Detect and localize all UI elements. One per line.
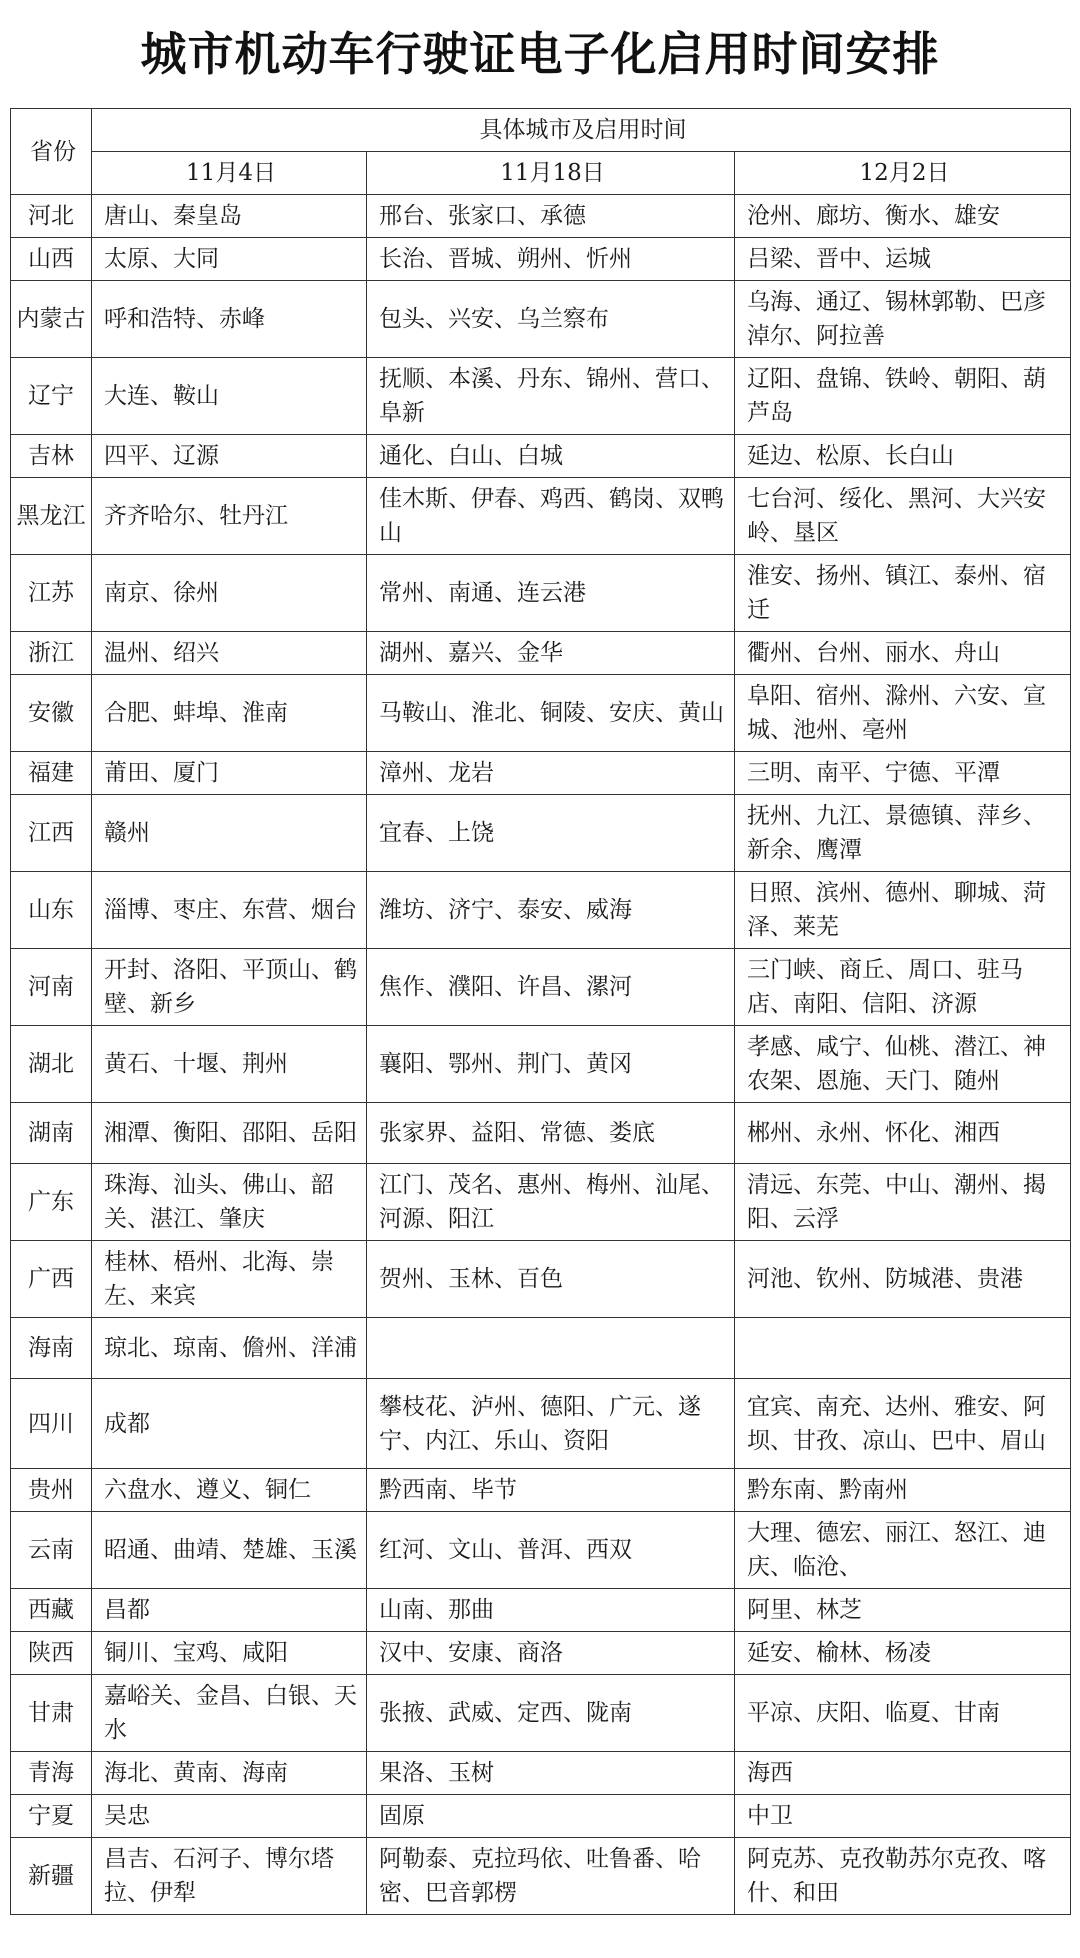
cities-nov4-cell: 成都 <box>92 1379 367 1469</box>
table-row <box>11 1675 1071 1752</box>
cities-nov18-cell: 攀枝花、泸州、德阳、广元、遂宁、内江、乐山、资阳 <box>367 1379 735 1469</box>
cities-dec2-cell: 三门峡、商丘、周口、驻马店、南阳、信阳、济源 <box>735 949 1071 1026</box>
cities-dec2-cell: 中卫 <box>735 1795 1071 1838</box>
cities-nov4-cell: 莆田、厦门 <box>92 752 367 795</box>
province-cell: 安徽 <box>11 675 92 752</box>
cities-nov18-cell: 抚顺、本溪、丹东、锦州、营口、阜新 <box>367 358 735 435</box>
header-dates-row <box>11 152 1071 195</box>
cities-dec2-cell: 平凉、庆阳、临夏、甘南 <box>735 1675 1071 1752</box>
cities-nov18-cell: 漳州、龙岩 <box>367 752 735 795</box>
table-row <box>11 478 1071 555</box>
table-row <box>11 195 1071 238</box>
table-row <box>11 1512 1071 1589</box>
cities-nov18-cell: 阿勒泰、克拉玛依、吐鲁番、哈密、巴音郭楞 <box>367 1838 735 1915</box>
cities-nov18-cell: 固原 <box>367 1795 735 1838</box>
cities-nov18-cell: 江门、茂名、惠州、梅州、汕尾、河源、阳江 <box>367 1164 735 1241</box>
header-group: 具体城市及启用时间 <box>92 109 1071 152</box>
province-cell: 福建 <box>11 752 92 795</box>
page-title: 城市机动车行驶证电子化启用时间安排 <box>140 27 940 81</box>
cities-nov4-cell: 海北、黄南、海南 <box>92 1752 367 1795</box>
province-cell: 江苏 <box>11 555 92 632</box>
province-cell: 四川 <box>11 1379 92 1469</box>
header-date-1: 11月4日 <box>92 152 367 195</box>
header-province: 省份 <box>11 109 92 195</box>
province-cell: 吉林 <box>11 435 92 478</box>
table-row <box>11 1379 1071 1469</box>
cities-nov4-cell: 合肥、蚌埠、淮南 <box>92 675 367 752</box>
cities-nov4-cell: 琼北、琼南、儋州、洋浦 <box>92 1318 367 1379</box>
cities-dec2-cell: 辽阳、盘锦、铁岭、朝阳、葫芦岛 <box>735 358 1071 435</box>
cities-dec2-cell: 大理、德宏、丽江、怒江、迪庆、临沧、 <box>735 1512 1071 1589</box>
province-cell: 河南 <box>11 949 92 1026</box>
cities-nov18-cell: 焦作、濮阳、许昌、漯河 <box>367 949 735 1026</box>
table-row <box>11 1752 1071 1795</box>
table-row <box>11 675 1071 752</box>
cities-nov4-cell: 开封、洛阳、平顶山、鹤壁、新乡 <box>92 949 367 1026</box>
cities-nov4-cell: 昌都 <box>92 1589 367 1632</box>
province-cell: 西藏 <box>11 1589 92 1632</box>
table-row <box>11 358 1071 435</box>
table-row <box>11 1795 1071 1838</box>
province-cell: 浙江 <box>11 632 92 675</box>
cities-nov4-cell: 赣州 <box>92 795 367 872</box>
cities-nov4-cell: 黄石、十堰、荆州 <box>92 1026 367 1103</box>
table-row <box>11 1103 1071 1164</box>
cities-dec2-cell: 郴州、永州、怀化、湘西 <box>735 1103 1071 1164</box>
province-cell: 新疆 <box>11 1838 92 1915</box>
table-row <box>11 435 1071 478</box>
province-cell: 青海 <box>11 1752 92 1795</box>
cities-nov18-cell: 马鞍山、淮北、铜陵、安庆、黄山 <box>367 675 735 752</box>
table-row <box>11 238 1071 281</box>
cities-nov18-cell: 通化、白山、白城 <box>367 435 735 478</box>
cities-nov18-cell: 宜春、上饶 <box>367 795 735 872</box>
cities-dec2-cell: 乌海、通辽、锡林郭勒、巴彦淖尔、阿拉善 <box>735 281 1071 358</box>
province-cell: 贵州 <box>11 1469 92 1512</box>
cities-nov18-cell: 潍坊、济宁、泰安、威海 <box>367 872 735 949</box>
cities-dec2-cell: 孝感、咸宁、仙桃、潜江、神农架、恩施、天门、随州 <box>735 1026 1071 1103</box>
table-row <box>11 1469 1071 1512</box>
table-row <box>11 1026 1071 1103</box>
table-row <box>11 1318 1071 1379</box>
header-date-2: 11月18日 <box>367 152 735 195</box>
province-cell: 陕西 <box>11 1632 92 1675</box>
cities-dec2-cell: 衢州、台州、丽水、舟山 <box>735 632 1071 675</box>
cities-dec2-cell: 河池、钦州、防城港、贵港 <box>735 1241 1071 1318</box>
province-cell: 黑龙江 <box>11 478 92 555</box>
cities-nov18-cell: 红河、文山、普洱、西双 <box>367 1512 735 1589</box>
cities-nov4-cell: 铜川、宝鸡、咸阳 <box>92 1632 367 1675</box>
province-cell: 山西 <box>11 238 92 281</box>
cities-nov4-cell: 湘潭、衡阳、邵阳、岳阳 <box>92 1103 367 1164</box>
cities-nov4-cell: 齐齐哈尔、牡丹江 <box>92 478 367 555</box>
cities-dec2-cell: 黔东南、黔南州 <box>735 1469 1071 1512</box>
cities-nov4-cell: 昌吉、石河子、博尔塔拉、伊犁 <box>92 1838 367 1915</box>
cities-dec2-cell: 吕梁、晋中、运城 <box>735 238 1071 281</box>
cities-nov18-cell: 张家界、益阳、常德、娄底 <box>367 1103 735 1164</box>
schedule-table <box>10 108 1071 1915</box>
cities-dec2-cell: 阿克苏、克孜勒苏尔克孜、喀什、和田 <box>735 1838 1071 1915</box>
cities-nov18-cell: 常州、南通、连云港 <box>367 555 735 632</box>
cities-nov18-cell <box>367 1318 735 1379</box>
cities-dec2-cell: 七台河、绥化、黑河、大兴安岭、垦区 <box>735 478 1071 555</box>
province-cell: 辽宁 <box>11 358 92 435</box>
cities-dec2-cell: 阿里、林芝 <box>735 1589 1071 1632</box>
province-cell: 湖北 <box>11 1026 92 1103</box>
cities-dec2-cell: 抚州、九江、景德镇、萍乡、新余、鹰潭 <box>735 795 1071 872</box>
header-row <box>11 109 1071 152</box>
table-row <box>11 872 1071 949</box>
header-date-3: 12月2日 <box>735 152 1071 195</box>
cities-dec2-cell: 宜宾、南充、达州、雅安、阿坝、甘孜、凉山、巴中、眉山 <box>735 1379 1071 1469</box>
table-row <box>11 1241 1071 1318</box>
table-row <box>11 632 1071 675</box>
table-row <box>11 1589 1071 1632</box>
cities-nov4-cell: 四平、辽源 <box>92 435 367 478</box>
cities-dec2-cell: 阜阳、宿州、滁州、六安、宣城、池州、亳州 <box>735 675 1071 752</box>
cities-nov18-cell: 果洛、玉树 <box>367 1752 735 1795</box>
cities-nov18-cell: 佳木斯、伊春、鸡西、鹤岗、双鸭山 <box>367 478 735 555</box>
cities-dec2-cell: 延边、松原、长白山 <box>735 435 1071 478</box>
cities-dec2-cell: 日照、滨州、德州、聊城、菏泽、莱芜 <box>735 872 1071 949</box>
province-cell: 内蒙古 <box>11 281 92 358</box>
cities-nov4-cell: 嘉峪关、金昌、白银、天水 <box>92 1675 367 1752</box>
cities-nov18-cell: 张掖、武威、定西、陇南 <box>367 1675 735 1752</box>
cities-dec2-cell: 沧州、廊坊、衡水、雄安 <box>735 195 1071 238</box>
cities-nov4-cell: 桂林、梧州、北海、崇左、来宾 <box>92 1241 367 1318</box>
table-row <box>11 752 1071 795</box>
cities-nov18-cell: 山南、那曲 <box>367 1589 735 1632</box>
table-row <box>11 1164 1071 1241</box>
province-cell: 广西 <box>11 1241 92 1318</box>
province-cell: 广东 <box>11 1164 92 1241</box>
cities-nov4-cell: 吴忠 <box>92 1795 367 1838</box>
cities-nov4-cell: 大连、鞍山 <box>92 358 367 435</box>
province-cell: 河北 <box>11 195 92 238</box>
table-row <box>11 1632 1071 1675</box>
cities-dec2-cell: 海西 <box>735 1752 1071 1795</box>
cities-nov18-cell: 汉中、安康、商洛 <box>367 1632 735 1675</box>
table-row <box>11 281 1071 358</box>
cities-nov4-cell: 温州、绍兴 <box>92 632 367 675</box>
table-row <box>11 795 1071 872</box>
cities-nov4-cell: 六盘水、遵义、铜仁 <box>92 1469 367 1512</box>
cities-nov4-cell: 唐山、秦皇岛 <box>92 195 367 238</box>
province-cell: 山东 <box>11 872 92 949</box>
cities-dec2-cell: 延安、榆林、杨凌 <box>735 1632 1071 1675</box>
cities-nov18-cell: 邢台、张家口、承德 <box>367 195 735 238</box>
cities-nov4-cell: 太原、大同 <box>92 238 367 281</box>
province-cell: 江西 <box>11 795 92 872</box>
cities-nov4-cell: 昭通、曲靖、楚雄、玉溪 <box>92 1512 367 1589</box>
cities-nov4-cell: 淄博、枣庄、东营、烟台 <box>92 872 367 949</box>
table-row <box>11 1838 1071 1915</box>
cities-nov18-cell: 贺州、玉林、百色 <box>367 1241 735 1318</box>
cities-nov18-cell: 襄阳、鄂州、荆门、黄冈 <box>367 1026 735 1103</box>
cities-nov18-cell: 包头、兴安、乌兰察布 <box>367 281 735 358</box>
cities-nov18-cell: 黔西南、毕节 <box>367 1469 735 1512</box>
cities-nov4-cell: 呼和浩特、赤峰 <box>92 281 367 358</box>
cities-nov4-cell: 南京、徐州 <box>92 555 367 632</box>
table-row <box>11 949 1071 1026</box>
cities-dec2-cell <box>735 1318 1071 1379</box>
cities-nov4-cell: 珠海、汕头、佛山、韶关、湛江、肇庆 <box>92 1164 367 1241</box>
province-cell: 宁夏 <box>11 1795 92 1838</box>
province-cell: 湖南 <box>11 1103 92 1164</box>
table-row <box>11 555 1071 632</box>
cities-dec2-cell: 三明、南平、宁德、平潭 <box>735 752 1071 795</box>
cities-nov18-cell: 长治、晋城、朔州、忻州 <box>367 238 735 281</box>
cities-nov18-cell: 湖州、嘉兴、金华 <box>367 632 735 675</box>
province-cell: 海南 <box>11 1318 92 1379</box>
province-cell: 甘肃 <box>11 1675 92 1752</box>
province-cell: 云南 <box>11 1512 92 1589</box>
cities-dec2-cell: 淮安、扬州、镇江、泰州、宿迁 <box>735 555 1071 632</box>
cities-dec2-cell: 清远、东莞、中山、潮州、揭阳、云浮 <box>735 1164 1071 1241</box>
